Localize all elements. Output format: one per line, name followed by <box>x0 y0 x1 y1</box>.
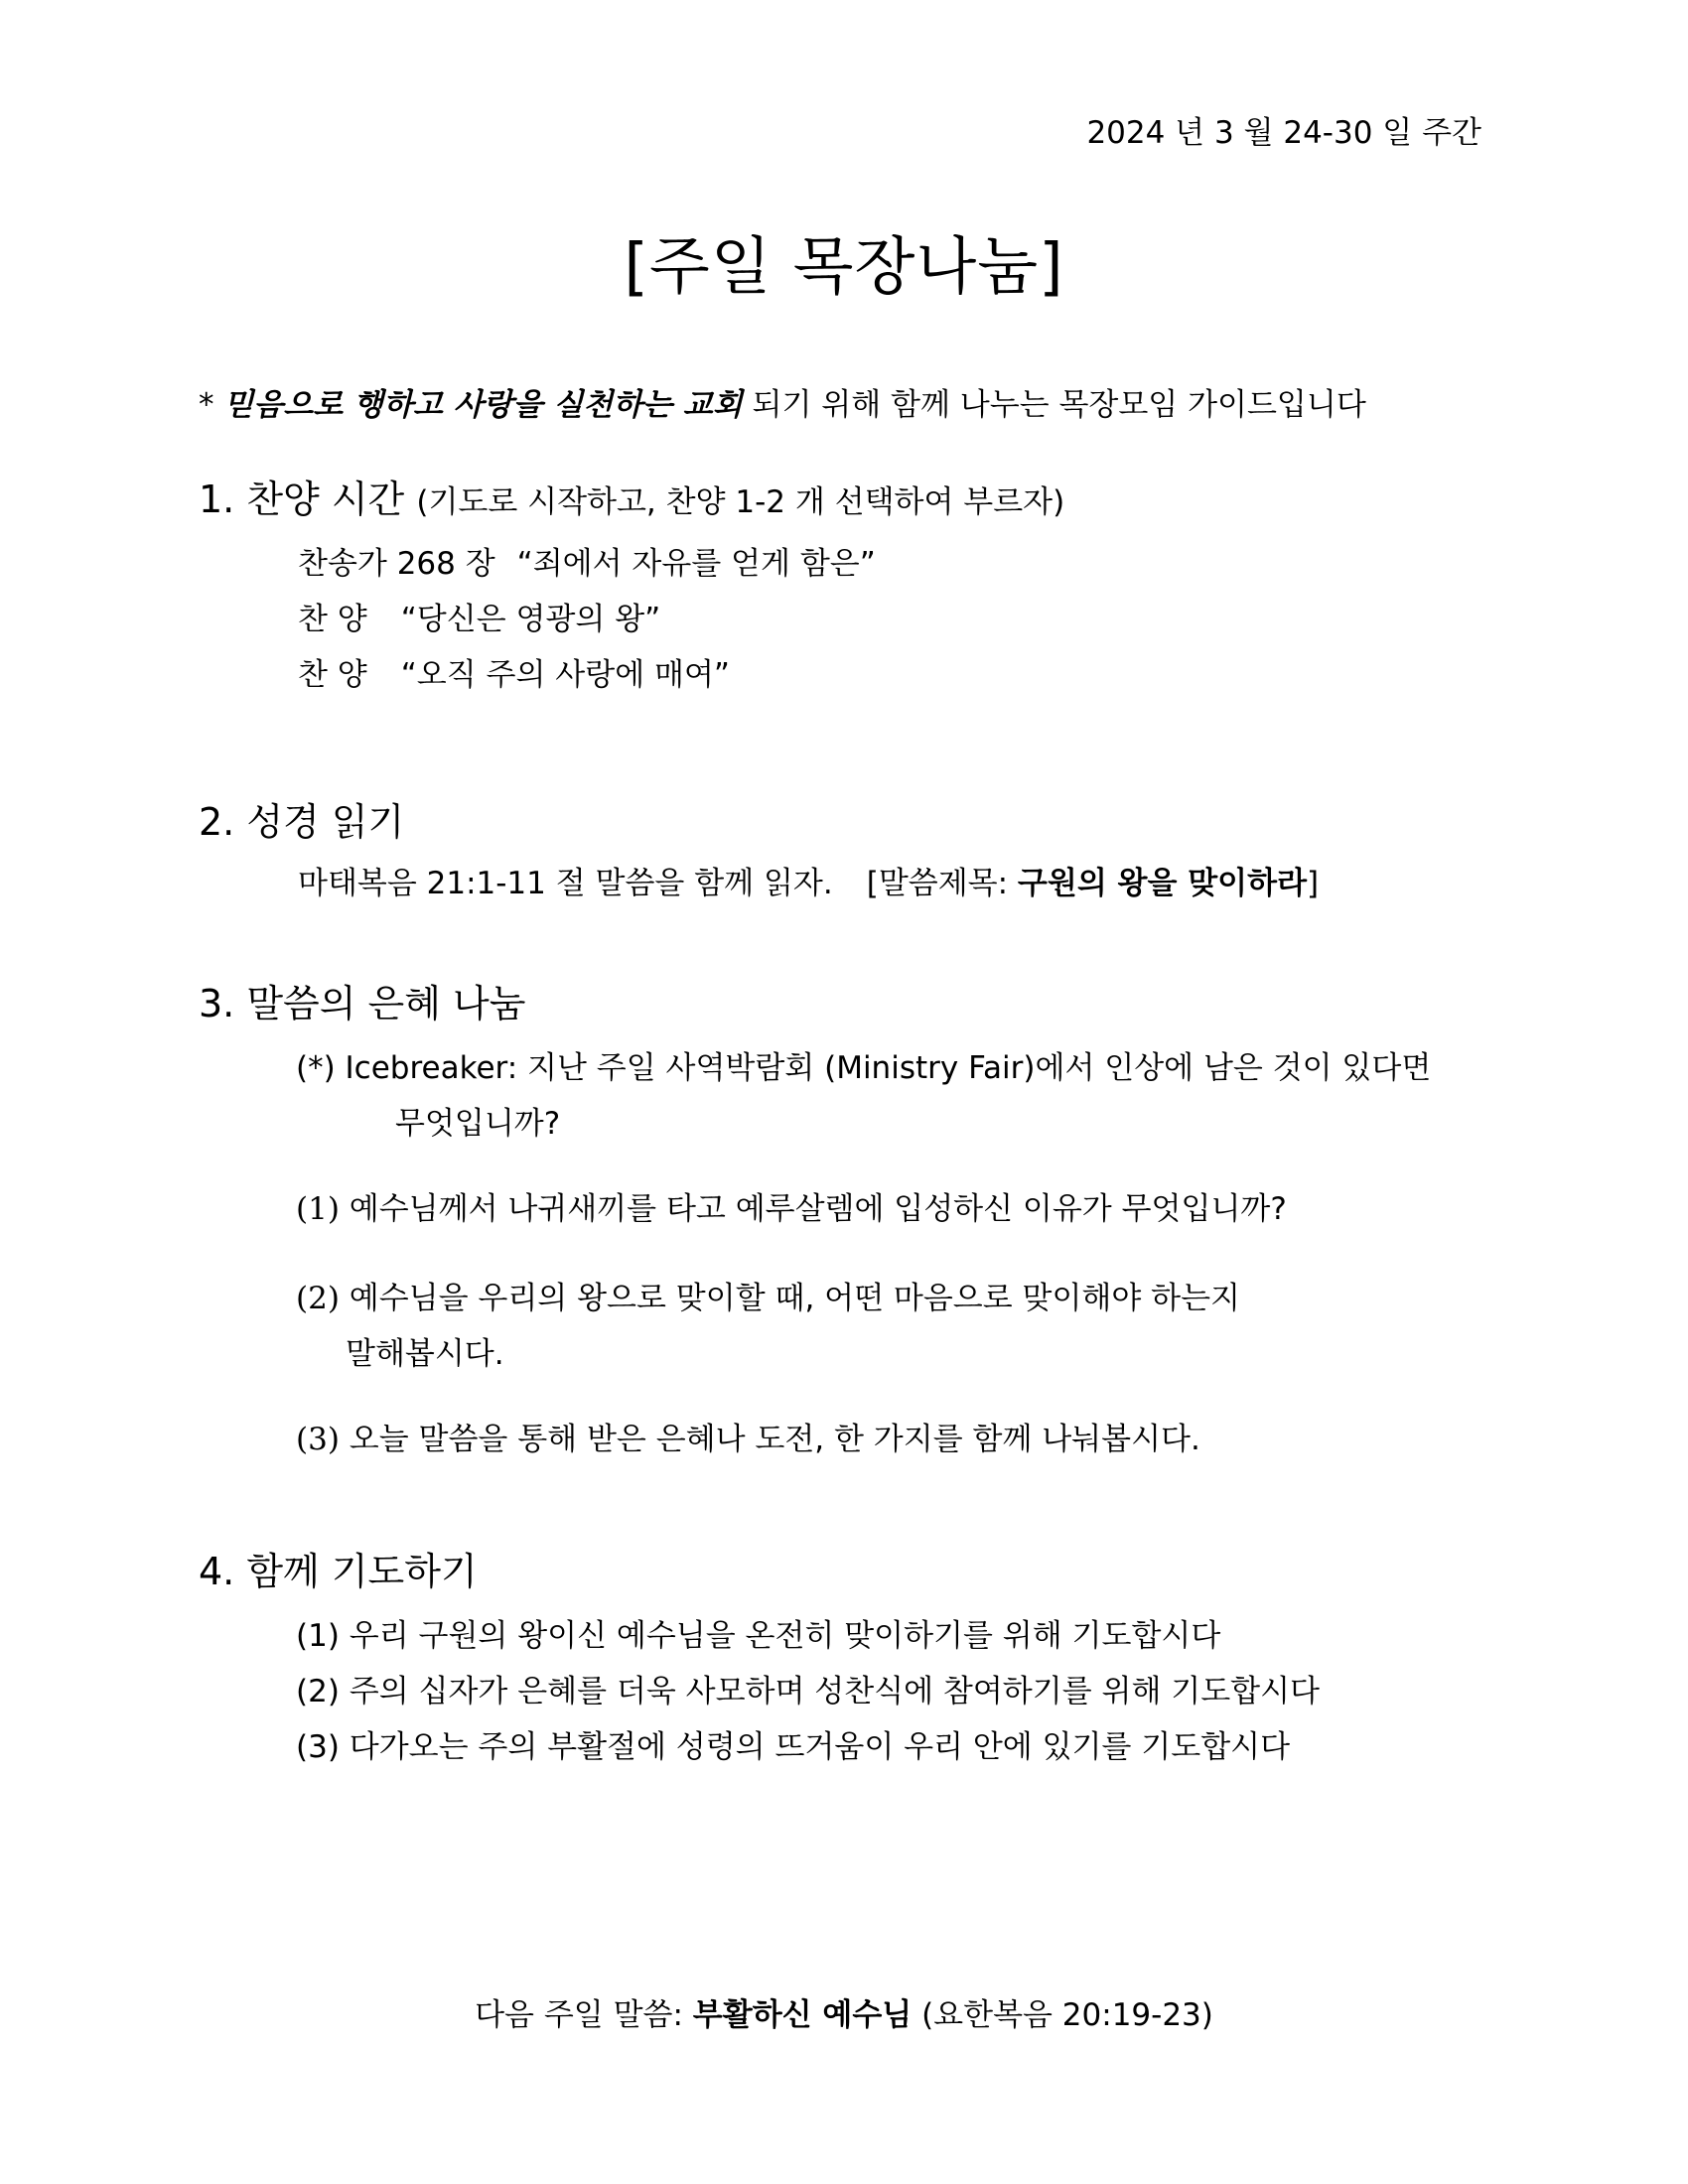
song-title: “죄에서 자유를 얻게 함은” <box>516 546 876 582</box>
song-item <box>298 538 876 583</box>
sermon-suffix: ] <box>1307 866 1320 901</box>
prayer-item: (2) 주의 십자가 은혜를 더욱 사모하며 성찬식에 참여하기를 위해 기도합시다 <box>296 1674 1320 1709</box>
icebreaker-line-2: 무엇입니까? <box>395 1106 561 1142</box>
song-label: 찬송가 268 장 <box>298 546 495 582</box>
song-item <box>298 594 660 638</box>
sermon-title: 구원의 왕을 맞이하라 <box>1017 866 1308 901</box>
question-text-continued: 말해봅시다. <box>346 1336 504 1372</box>
song-item <box>298 649 730 694</box>
icebreaker-line-1: (*) Icebreaker: 지난 주일 사역박람회 (Ministry Fair)에서 인상에 남은 것이 있다면 <box>296 1050 1432 1086</box>
song-title: “당신은 영광의 왕” <box>400 602 661 637</box>
section-praise-note: (기도로 시작하고, 찬양 1-2 개 선택하여 부르자) <box>416 484 1065 520</box>
section-prayer-heading: 4. 함께 기도하기 <box>199 1550 478 1593</box>
question-text: 예수님을 우리의 왕으로 맞이할 때, 어떤 마음으로 맞이해야 하는지 <box>349 1281 1241 1316</box>
question-item <box>296 1183 1287 1228</box>
question-item <box>296 1273 1240 1317</box>
sermon-prefix: [말씀제목: <box>866 866 1009 901</box>
question-number: (1) <box>296 1191 340 1227</box>
question-item <box>296 1414 1200 1458</box>
intro-rest: 되기 위해 함께 나누는 목장모임 가이드입니다 <box>752 387 1366 423</box>
bible-reading-line <box>298 858 1319 902</box>
next-week-reference: (요한복음 20:19-23) <box>921 1997 1213 2033</box>
bible-reading: 마태복음 21:1-11 절 말씀을 함께 읽자. <box>298 866 833 901</box>
prayer-item: (3) 다가오는 주의 부활절에 성령의 뜨거움이 우리 안에 있기를 기도합시다 <box>296 1729 1291 1765</box>
song-title: “오직 주의 사랑에 매여” <box>400 657 730 693</box>
next-week-prefix: 다음 주일 말씀: <box>475 1997 683 2033</box>
intro-bullet: * <box>199 387 214 423</box>
next-week-sermon <box>0 1989 1688 2034</box>
song-label: 찬 양 <box>298 602 367 637</box>
section-praise-heading <box>199 469 1064 523</box>
page-title: [주일 목장나눔] <box>624 230 1064 303</box>
section-praise-title: 1. 찬양 시간 <box>199 478 405 521</box>
section-bible-heading: 2. 성경 읽기 <box>199 800 405 844</box>
next-week-title: 부활하신 예수님 <box>692 1997 913 2033</box>
question-text: 오늘 말씀을 통해 받은 은혜나 도전, 한 가지를 함께 나눠봅시다. <box>349 1422 1200 1457</box>
intro-emphasis: 믿음으로 행하고 사랑을 실천하는 교회 <box>223 387 743 423</box>
week-date: 2024 년 3 월 24-30 일 주간 <box>1086 115 1481 151</box>
question-number: (2) <box>296 1281 340 1316</box>
prayer-item: (1) 우리 구원의 왕이신 예수님을 온전히 맞이하기를 위해 기도합시다 <box>296 1618 1221 1654</box>
question-number: (3) <box>296 1422 340 1457</box>
intro-line <box>199 379 1366 424</box>
question-text: 예수님께서 나귀새끼를 타고 예루살렘에 입성하신 이유가 무엇입니까? <box>349 1191 1287 1227</box>
section-sharing-heading: 3. 말씀의 은혜 나눔 <box>199 982 526 1025</box>
song-label: 찬 양 <box>298 657 367 693</box>
